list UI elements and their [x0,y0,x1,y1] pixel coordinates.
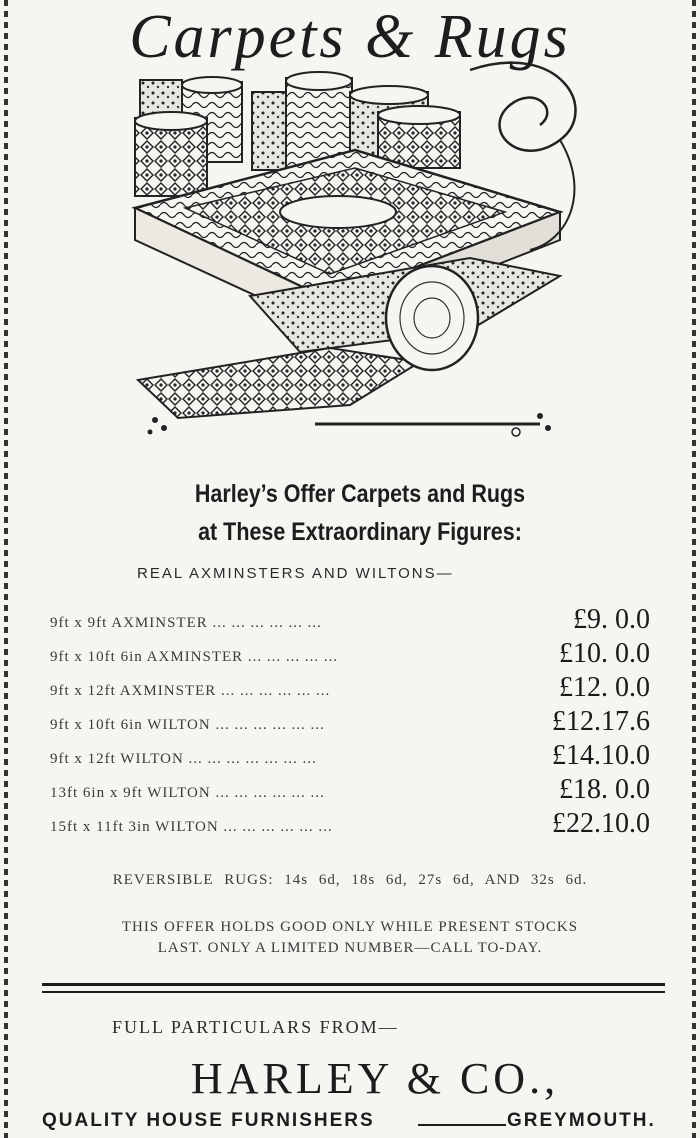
price-row [50,708,650,738]
footer-dash [418,1124,506,1126]
price-row [50,810,650,840]
item-description: 9ft x 10ft 6in WILTON ... ... ... ... ... ... [50,717,325,733]
headline-line-1: Harley’s Offer Carpets and Rugs [194,480,526,508]
item-description: 9ft x 12ft WILTON ... ... ... ... ... ... ... [50,751,317,767]
footer-tagline: QUALITY HOUSE FURNISHERS [42,1110,375,1131]
offer-note [50,917,650,959]
item-description: 9ft x 9ft AXMINSTER ... ... ... ... ... ... [50,615,322,631]
item-description: 9ft x 12ft AXMINSTER ... ... ... ... ... ... [50,683,331,699]
item-price: £12. 0.0 [559,672,650,703]
price-row [50,674,650,704]
item-price: £22.10.0 [552,808,650,839]
item-price: £10. 0.0 [559,638,650,669]
headline-line-2: at These Extraordinary Figures: [198,518,522,546]
price-row [50,640,650,670]
offer-line-1: THIS OFFER HOLDS GOOD ONLY WHILE PRESENT STOCKS [121,919,579,935]
subheading: REAL AXMINSTERS AND WILTONS— [137,565,454,582]
company-name: HARLEY & CO., [190,1054,560,1103]
price-row [50,742,650,772]
price-row [50,776,650,806]
divider-rule [42,991,665,993]
item-price: £14.10.0 [552,740,650,771]
item-description: 15ft x 11ft 3in WILTON ... ... ... ... ... ... [50,819,333,835]
item-price: £9. 0.0 [573,604,650,635]
divider-rule [42,983,665,986]
item-description: 13ft 6in x 9ft WILTON ... ... ... ... ... ... [50,785,325,801]
footer-location: GREYMOUTH. [507,1110,656,1131]
offer-line-2: LAST. ONLY A LIMITED NUMBER—CALL TO-DAY. [157,940,543,956]
brand-title: Carpets & Rugs [129,3,571,71]
item-price: £18. 0.0 [559,774,650,805]
price-row [50,606,650,636]
item-price: £12.17.6 [552,706,650,737]
item-description: 9ft x 10ft 6in AXMINSTER ... ... ... ... ... [50,649,339,665]
particulars-label: FULL PARTICULARS FROM— [112,1017,399,1037]
reversible-rugs-note: REVERSIBLE RUGS: 14s 6d, 18s 6d, 27s 6d, AND 32s 6d. [112,872,588,888]
